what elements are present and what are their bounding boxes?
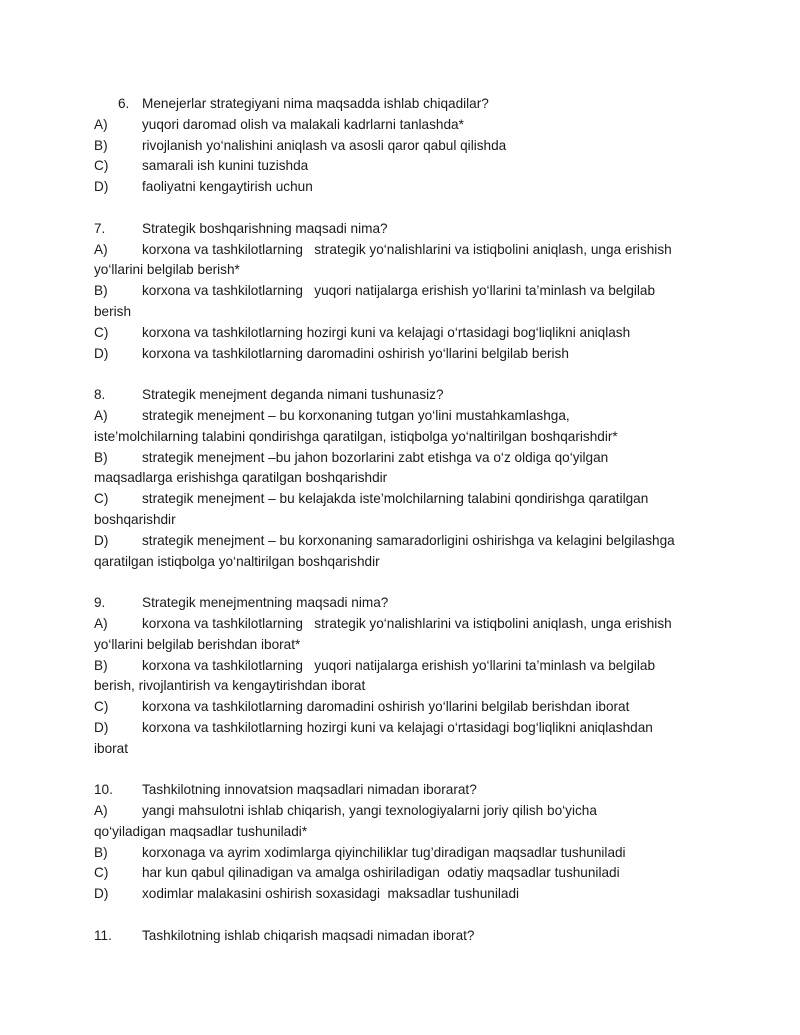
option-letter: B) <box>94 657 108 673</box>
answer-option <box>94 531 714 573</box>
option-letter: C) <box>94 158 109 174</box>
option-text-continuation: iste’molchilarning talabini qondirishga qaratilgan, istiqbolga yo‘naltirilgan boshqarishdir* <box>94 428 618 444</box>
question-number: 9. <box>94 595 106 611</box>
answer-option <box>94 489 714 531</box>
option-text-continuation: yo‘llarini belgilab berishdan iborat* <box>94 636 301 652</box>
question-text: Strategik menejment deganda nimani tushunasiz? <box>142 387 444 403</box>
option-text: korxona va tashkilotlarning hozirgi kuni va kelajagi o‘rtasidagi bog‘liqlikni aniqlash <box>142 324 631 340</box>
question-block <box>94 219 714 365</box>
question-number: 6. <box>118 96 130 111</box>
option-letter: A) <box>94 407 108 423</box>
answer-option <box>94 344 714 365</box>
option-letter: D) <box>94 345 109 361</box>
question-number: 10. <box>94 782 113 798</box>
option-text: faoliyatni kengaytirish uchun <box>142 179 313 195</box>
option-text-continuation: berish, rivojlantirish va kengaytirishdan iborat <box>94 678 366 694</box>
option-text: korxona va tashkilotlarning hozirgi kuni va kelajagi o‘rtasidagi bog‘liqlikni aniqlashdan <box>142 719 653 735</box>
question-list <box>94 94 714 967</box>
question-text: Strategik menejmentning maqsadi nima? <box>142 595 389 611</box>
question-block <box>94 926 714 947</box>
question-heading <box>94 926 714 947</box>
option-letter: B) <box>94 137 108 153</box>
option-letter: B) <box>94 449 108 465</box>
question-number: 8. <box>94 387 106 403</box>
option-text-continuation: qaratilgan istiqbolga yo‘naltirilgan boshqarishdir <box>94 553 380 569</box>
question-text: Menejerlar strategiyani nima maqsadda ishlab chiqadilar? <box>142 96 489 111</box>
answer-option <box>94 281 714 323</box>
option-letter: C) <box>94 865 109 881</box>
question-text: Tashkilotning innovatsion maqsadlari nimadan iborarat? <box>142 782 477 798</box>
option-text: korxona va tashkilotlarning daromadini oshirish yo‘llarini belgilab berishdan iborat <box>142 699 630 715</box>
option-letter: C) <box>94 491 109 507</box>
answer-option <box>94 614 714 656</box>
answer-option <box>94 718 714 760</box>
option-text: strategik menejment – bu korxonaning samaradorligini oshirishga va kelagini belgilashga <box>142 532 675 548</box>
answer-option <box>94 115 714 136</box>
question-number: 11. <box>94 927 112 943</box>
question-text: Tashkilotning ishlab chiqarish maqsadi nimadan iborat? <box>142 927 475 943</box>
option-text: strategik menejment –bu jahon bozorlarini zabt etishga va o‘z oldiga qo‘yilgan <box>142 449 609 465</box>
answer-option <box>94 240 714 282</box>
option-text: har kun qabul qilinadigan va amalga oshiriladigan odatiy maqsadlar tushuniladi <box>142 865 620 881</box>
option-text: korxona va tashkilotlarning daromadini oshirish yo‘llarini belgilab berish <box>142 345 569 361</box>
option-text: samarali ish kunini tuzishda <box>142 158 309 174</box>
option-letter: B) <box>94 844 108 860</box>
option-text: strategik menejment – bu kelajakda iste’molchilarning talabini qondirishga qaratilgan <box>142 491 649 507</box>
answer-option <box>94 801 714 843</box>
question-block <box>94 385 714 572</box>
answer-option <box>94 136 714 157</box>
option-letter: D) <box>94 719 109 735</box>
option-letter: D) <box>94 179 109 195</box>
option-text: rivojlanish yo‘nalishini aniqlash va asosli qaror qabul qilishda <box>142 137 507 153</box>
option-letter: D) <box>94 532 109 548</box>
option-text: korxona va tashkilotlarning strategik yo‘nalishlarini va istiqbolini aniqlash, unga erishish <box>142 241 672 257</box>
answer-option <box>94 884 714 905</box>
option-letter: A) <box>94 615 108 631</box>
option-letter: A) <box>94 803 108 819</box>
question-block <box>94 94 714 198</box>
option-text-continuation: iborat <box>94 740 129 756</box>
question-heading <box>94 94 714 115</box>
answer-option <box>94 843 714 864</box>
question-heading <box>94 385 714 406</box>
answer-option <box>94 656 714 698</box>
option-letter: C) <box>94 324 109 340</box>
answer-option <box>94 697 714 718</box>
question-heading <box>94 593 714 614</box>
answer-option <box>94 448 714 490</box>
option-text: korxonaga va ayrim xodimlarga qiyinchiliklar tug’diradigan maqsadlar tushuniladi <box>142 844 626 860</box>
option-text: korxona va tashkilotlarning yuqori natijalarga erishish yo‘llarini ta’minlash va belgilab <box>142 657 656 673</box>
answer-option <box>94 323 714 344</box>
option-letter: B) <box>94 283 108 299</box>
question-text: Strategik boshqarishning maqsadi nima? <box>142 220 388 236</box>
answer-option <box>94 177 714 198</box>
answer-option <box>94 863 714 884</box>
option-letter: A) <box>94 241 108 257</box>
option-text: strategik menejment – bu korxonaning tutgan yo‘lini mustahkamlashga, <box>142 407 570 423</box>
option-text-continuation: boshqarishdir <box>94 511 176 527</box>
question-heading <box>94 780 714 801</box>
question-block <box>94 593 714 759</box>
answer-option <box>94 156 714 177</box>
option-text-continuation: qo‘yiladigan maqsadlar tushuniladi* <box>94 823 308 839</box>
option-text-continuation: yo‘llarini belgilab berish* <box>94 262 240 278</box>
option-text: xodimlar malakasini oshirish soxasidagi maksadlar tushuniladi <box>142 886 520 902</box>
option-letter: A) <box>94 116 108 132</box>
option-text: yuqori daromad olish va malakali kadrlarni tanlashda* <box>142 116 464 132</box>
option-text-continuation: maqsadlarga erishishga qaratilgan boshqarishdir <box>94 470 388 486</box>
option-letter: C) <box>94 699 109 715</box>
question-block <box>94 780 714 905</box>
question-heading <box>94 219 714 240</box>
option-text-continuation: berish <box>94 303 132 319</box>
option-text: korxona va tashkilotlarning yuqori natijalarga erishish yo‘llarini ta’minlash va belgilab <box>142 283 656 299</box>
option-text: korxona va tashkilotlarning strategik yo‘nalishlarini va istiqbolini aniqlash, unga erishish <box>142 615 672 631</box>
option-letter: D) <box>94 886 109 902</box>
question-number: 7. <box>94 220 106 236</box>
option-text: yangi mahsulotni ishlab chiqarish, yangi texnologiyalarni joriy qilish bo‘yicha <box>142 803 597 819</box>
answer-option <box>94 406 714 448</box>
